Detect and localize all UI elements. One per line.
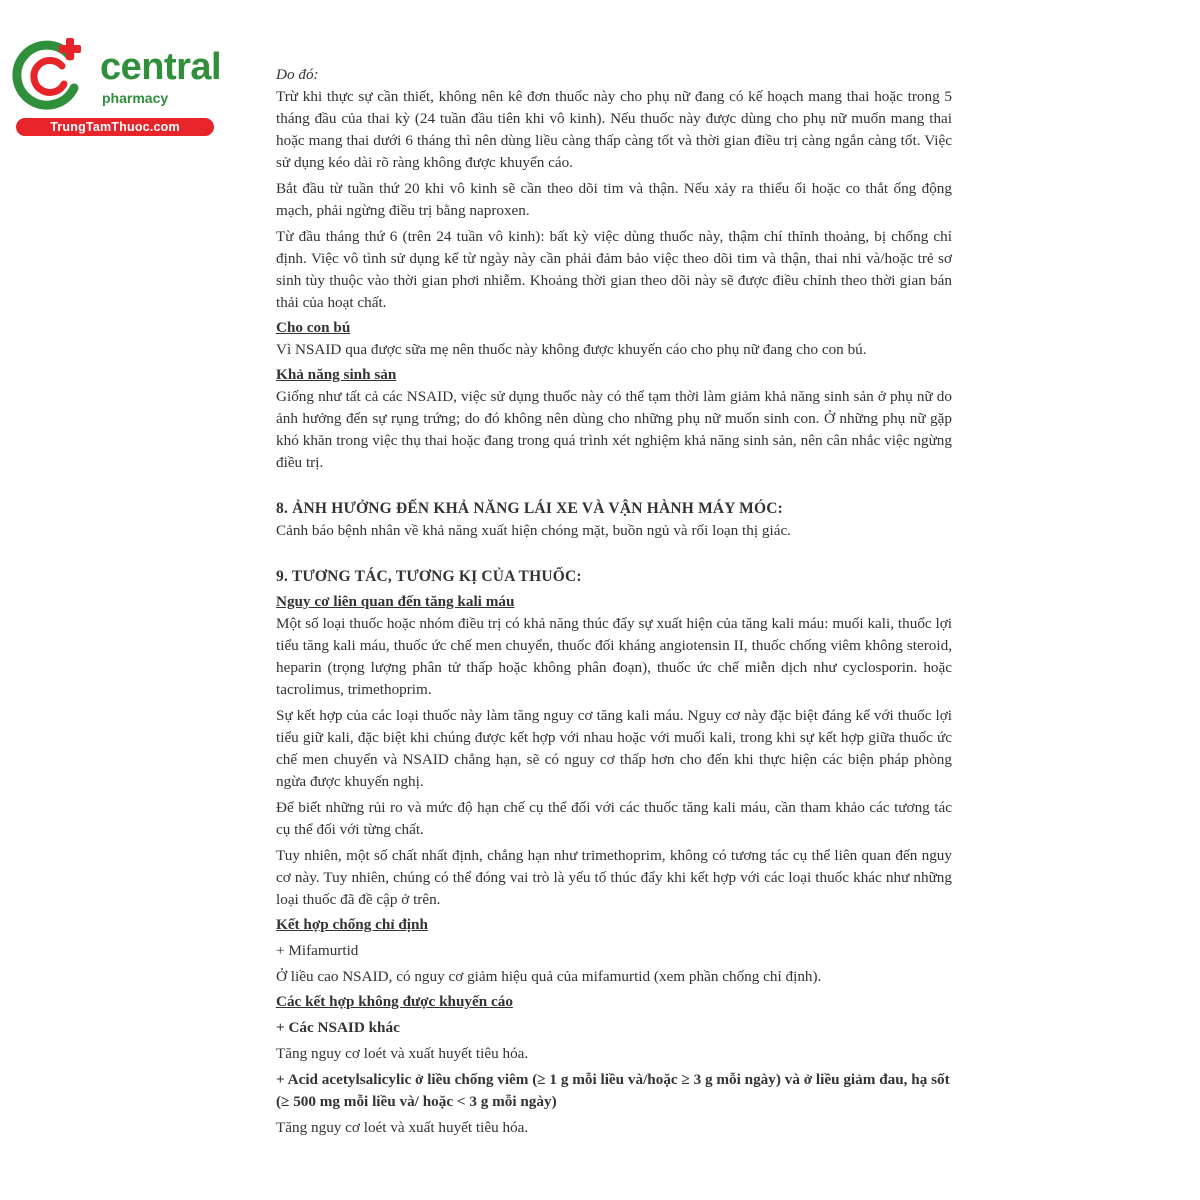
not-recommended-item-2: + Acid acetylsalicylic ở liều chống viêm (≥ 1 g mỗi liều và/hoặc ≥ 3 g mỗi ngày) và ở liều giảm đau, hạ sốt (≥ 500 mg mỗi liều và/ hoặc < 3 g mỗi ngày) <box>276 1071 950 1110</box>
not-recommended-text-2: Tăng nguy cơ loét và xuất huyết tiêu hóa. <box>276 1119 529 1136</box>
paragraph-hyperkalemia-4: Tuy nhiên, một số chất nhất định, chẳng hạn như trimethoprim, không có tương tác cụ thể liên quan đến nguy cơ này. Tuy nhiên, chúng có thể đóng vai trò là yếu tố thúc đẩy khi kết hợp với các loại thuốc khác như những loại thuốc đã đề cập ở trên. <box>276 847 952 908</box>
not-recommended-text-1: Tăng nguy cơ loét và xuất huyết tiêu hóa. <box>276 1045 529 1062</box>
intro-label: Do đó: <box>276 66 319 83</box>
not-recommended-item-1: + Các NSAID khác <box>276 1019 400 1036</box>
document-body <box>276 64 952 1139</box>
heading-fertility: Khả năng sinh sản <box>276 366 397 383</box>
contraindicated-item: + Mifamurtid <box>276 942 359 959</box>
heading-not-recommended: Các kết hợp không được khuyến cáo <box>276 993 513 1010</box>
heading-breastfeeding: Cho con bú <box>276 319 351 336</box>
section-8-text: Cảnh báo bệnh nhân về khả năng xuất hiện chóng mặt, buồn ngủ và rối loạn thị giác. <box>276 522 791 539</box>
central-pharmacy-logo-icon <box>10 36 88 114</box>
brand-subtitle: pharmacy <box>102 90 169 106</box>
paragraph-pregnancy-2: Bắt đầu từ tuần thứ 20 khi vô kinh sẽ cần theo dõi tim và thận. Nếu xảy ra thiểu ối hoặc co thắt ống động mạch, phải ngừng điều trị bằng naproxen. <box>276 180 952 219</box>
brand-logo <box>10 36 222 136</box>
heading-hyperkalemia: Nguy cơ liên quan đến tăng kali máu <box>276 593 515 610</box>
brand-name: central <box>100 46 222 88</box>
brand-website-banner: TrungTamThuoc.com <box>16 118 214 136</box>
paragraph-hyperkalemia-2: Sự kết hợp của các loại thuốc này làm tăng nguy cơ tăng kali máu. Nguy cơ này đặc biệt đáng kể với thuốc lợi tiểu giữ kali, đặc biệt khi chúng được kết hợp với nhau hoặc với muối kali, trong khi sự kết hợp giữa thuốc ức chế men chuyển và NSAID chẳng hạn, sẽ có nguy cơ thấp hơn cho đến khi thực hiện các biện pháp phòng ngừa được khuyến nghị. <box>276 707 952 790</box>
section-8-title: 8. ẢNH HƯỞNG ĐẾN KHẢ NĂNG LÁI XE VÀ VẬN HÀNH MÁY MÓC: <box>276 500 784 517</box>
paragraph-fertility: Giống như tất cả các NSAID, việc sử dụng thuốc này có thể tạm thời làm giảm khả năng sinh sản ở phụ nữ do ảnh hưởng đến sự rụng trứng; do đó không nên dùng cho những phụ nữ muốn sinh con. Ở những phụ nữ gặp khó khăn trong việc thụ thai hoặc đang trong quá trình xét nghiệm khả năng sinh sản, nên cân nhắc việc ngừng điều trị. <box>276 388 952 471</box>
paragraph-hyperkalemia-3: Để biết những rủi ro và mức độ hạn chế cụ thể đối với các thuốc tăng kali máu, cần tham khảo các tương tác cụ thể đối với từng chất. <box>276 799 952 838</box>
paragraph-hyperkalemia-1: Một số loại thuốc hoặc nhóm điều trị có khả năng thúc đẩy sự xuất hiện của tăng kali máu: muối kali, thuốc lợi tiểu tăng kali máu, thuốc ức chế men chuyển, thuốc đối kháng angiotensin II, thuốc chống viêm không steroid, heparin (trọng lượng phân tử thấp hoặc không phân đoạn), thuốc ức chế miễn dịch như cyclosporin. hoặc tacrolimus, trimethoprim. <box>276 615 952 698</box>
paragraph-pregnancy-3: Từ đầu tháng thứ 6 (trên 24 tuần vô kinh): bất kỳ việc dùng thuốc này, thậm chí thỉnh thoảng, bị chống chỉ định. Việc vô tình sử dụng kể từ ngày này cần phải đảm bảo việc theo dõi tim và thận, thai nhi và/hoặc trẻ sơ sinh tùy thuộc vào thời gian phơi nhiễm. Khoảng thời gian theo dõi này sẽ được điều chỉnh theo thời gian bán thải của hoạt chất. <box>276 228 952 311</box>
section-9-title: 9. TƯƠNG TÁC, TƯƠNG KỊ CỦA THUỐC: <box>276 568 582 585</box>
contraindicated-text: Ở liều cao NSAID, có nguy cơ giảm hiệu quả của mifamurtid (xem phần chống chỉ định). <box>276 968 822 985</box>
paragraph-pregnancy-1: Trừ khi thực sự cần thiết, không nên kê đơn thuốc này cho phụ nữ đang có kế hoạch mang thai hoặc trong 5 tháng đầu của thai kỳ (24 tuần đầu tiên khi vô kinh). Nếu thuốc này được dùng cho phụ nữ muốn mang thai hoặc mang thai dưới 6 tháng thì nên dùng liều càng thấp càng tốt và thời gian điều trị càng ngắn càng tốt. Việc sử dụng kéo dài rõ ràng không được khuyến cáo. <box>276 88 952 171</box>
paragraph-breastfeeding: Vì NSAID qua được sữa mẹ nên thuốc này không được khuyến cáo cho phụ nữ đang cho con bú. <box>276 341 867 358</box>
heading-contraindicated: Kết hợp chống chỉ định <box>276 916 428 933</box>
